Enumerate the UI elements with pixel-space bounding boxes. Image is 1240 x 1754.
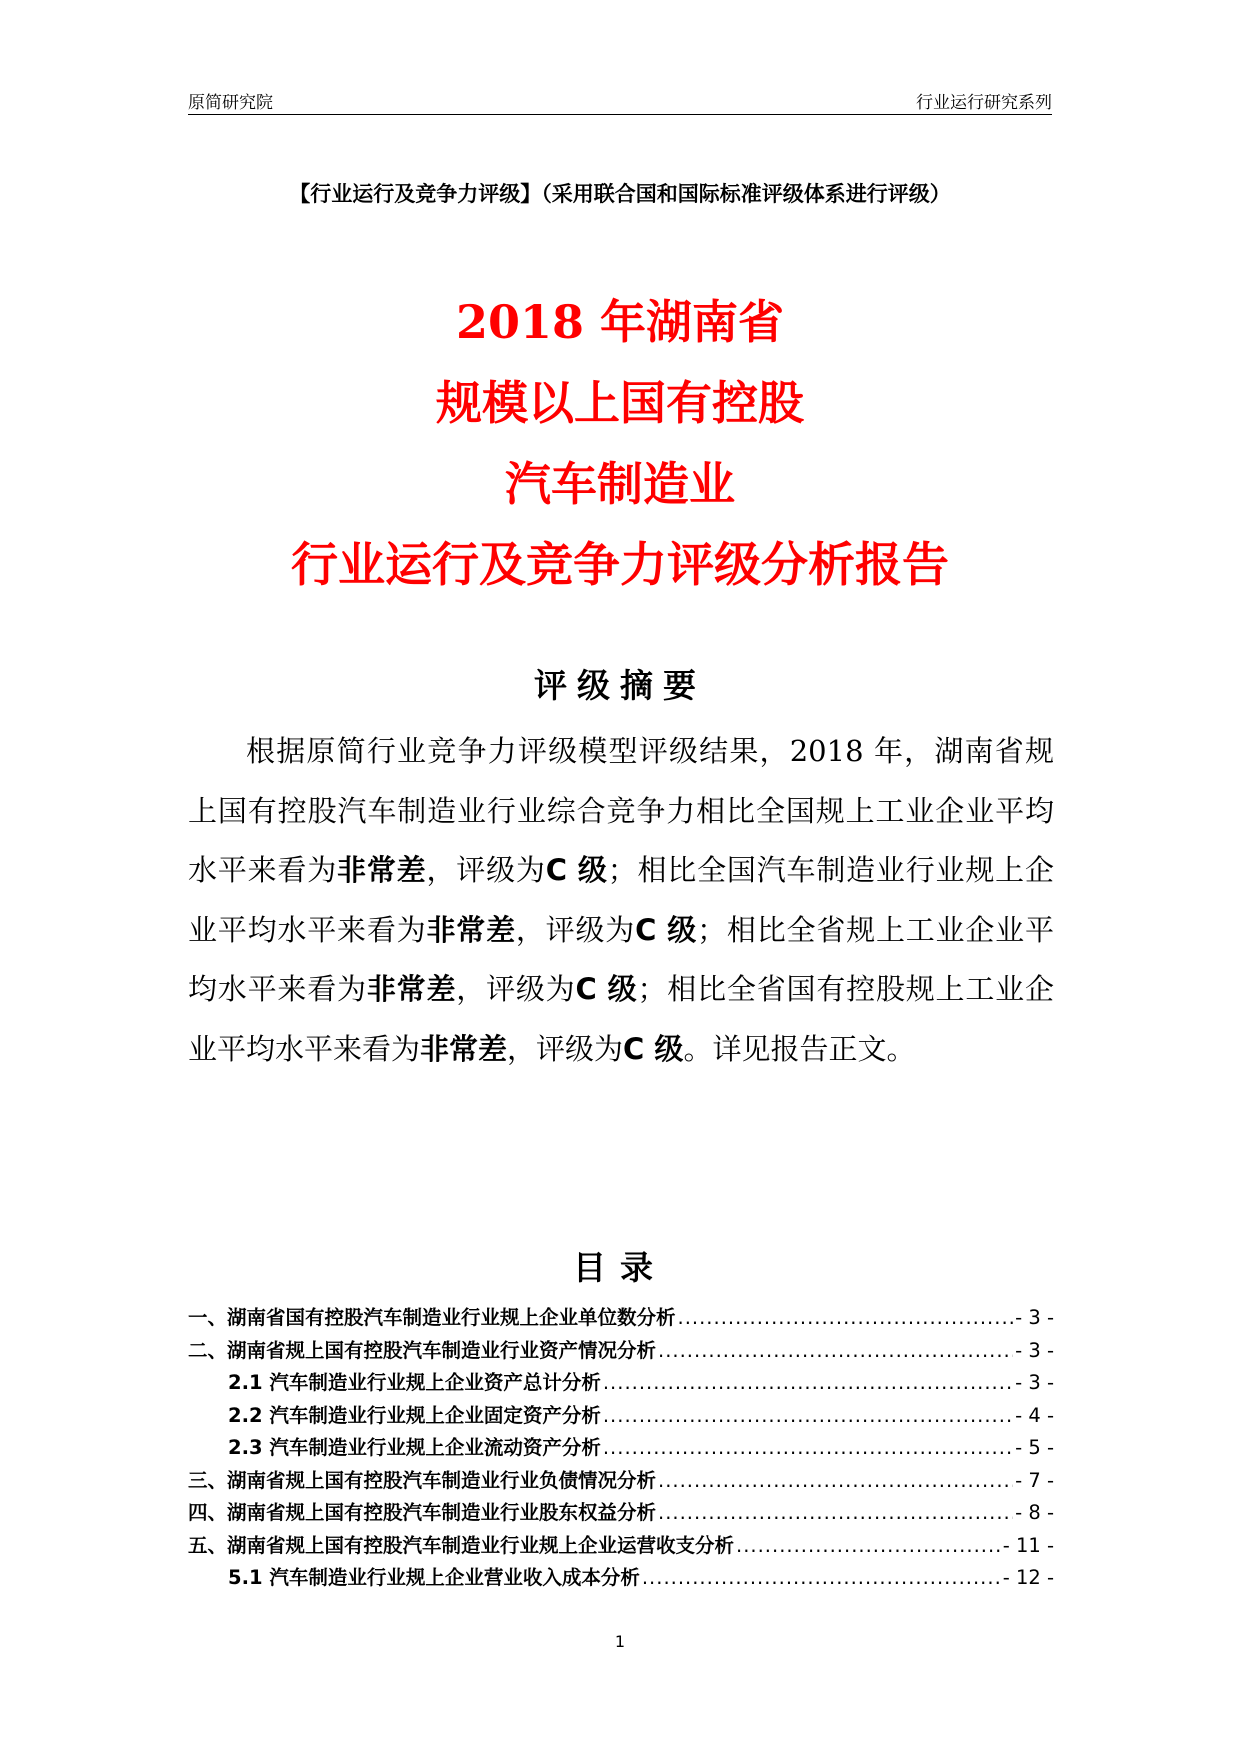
summary-text: ，评级为 [515,912,636,947]
toc-entry-title: 一、湖南省国有控股汽车制造业行业规上企业单位数分析 [188,1306,676,1329]
toc-leader-dots [603,1400,1013,1433]
summary-text: ，评级为 [507,1031,624,1066]
title-line-4: 行业运行及竞争力评级分析报告 [291,538,949,593]
toc-page-number: - 8 - [1015,1501,1054,1524]
toc-entry-title: 5.1 汽车制造业行业规上企业营业收入成本分析 [228,1566,640,1589]
summary-emphasis: 非常差 [420,1031,508,1066]
toc-entry-title: 五、湖南省规上国有控股汽车制造业行业规上企业运营收支分析 [188,1533,735,1557]
toc-entry-title: 2.1 汽车制造业行业规上企业资产总计分析 [228,1371,601,1394]
summary-emphasis: 非常差 [366,972,457,1006]
toc-page-number: - 3 - [1015,1338,1054,1362]
summary-text: ，评级为 [426,853,546,887]
title-line-1: 2018 年湖南省 [455,295,785,349]
toc-entry-title: 2.2 汽车制造业行业规上企业固定资产分析 [228,1403,601,1427]
toc-leader-dots [658,1335,1013,1368]
header-left-text: 原简研究院 [188,93,273,113]
title-line-2: 规模以上国有控股 [436,376,804,430]
series-line: 【行业运行及竞争力评级】（采用联合国和国际标准评级体系进行评级） [289,182,951,206]
toc-page-number: - 7 - [1015,1468,1054,1492]
toc-leader-dots [603,1432,1013,1465]
toc-page-number: - 11 - [1002,1533,1054,1557]
toc-entry-2-1[interactable] [188,1367,1054,1400]
summary-text: ；相比全省规上工业企业平均水平来看为 [188,912,1054,1006]
summary-heading: 评级摘要 [534,666,706,705]
toc-page-number: - 3 - [1015,1306,1054,1329]
summary-emphasis: C 级 [545,853,608,887]
toc-entry-title: 三、湖南省规上国有控股汽车制造业行业负债情况分析 [188,1468,657,1492]
summary-emphasis: C 级 [623,1031,684,1066]
summary-emphasis: C 级 [635,912,698,947]
summary-emphasis: 非常差 [337,853,427,887]
toc-leader-dots [603,1367,1013,1400]
table-of-contents [188,1302,1054,1595]
toc-entry-2-3[interactable] [188,1432,1054,1465]
summary-emphasis: 非常差 [426,912,516,947]
toc-leader-dots [658,1497,1013,1530]
toc-leader-dots [642,1562,1001,1595]
toc-entry-2-2[interactable] [188,1400,1054,1433]
summary-text: 。详见报告正文。 [683,1031,916,1066]
report-title [188,282,1052,606]
summary-text: ；相比全国汽车制造业行业规上企业平均水平来看为 [188,853,1054,947]
toc-leader-dots [678,1302,1014,1335]
toc-entry-4[interactable] [188,1497,1054,1530]
toc-entry-title: 二、湖南省规上国有控股汽车制造业行业资产情况分析 [188,1338,657,1362]
toc-page-number: - 3 - [1015,1371,1054,1394]
header-right-text: 行业运行研究系列 [916,93,1052,113]
toc-page-number: - 12 - [1002,1566,1054,1589]
summary-text: ；相比全省国有控股规上工业企业平均水平来看为 [188,972,1054,1066]
toc-entry-5[interactable] [188,1530,1054,1563]
toc-leader-dots [658,1465,1013,1498]
toc-entry-5-1[interactable] [188,1562,1054,1595]
toc-page-number: - 5 - [1015,1436,1054,1459]
toc-entry-3[interactable] [188,1465,1054,1498]
title-line-3: 汽车制造业 [505,457,735,511]
toc-entry-1[interactable] [188,1302,1054,1335]
running-header [188,88,1052,115]
toc-entry-title: 2.3 汽车制造业行业规上企业流动资产分析 [228,1436,601,1459]
summary-text: ，评级为 [456,972,576,1006]
summary-emphasis: C 级 [575,972,638,1006]
summary-paragraph [188,722,1054,1079]
toc-heading: 目录 [573,1248,667,1287]
summary-text: 根据原简行业竞争力评级模型评级结果，2018 年，湖南省规上国有控股汽车制造业行业综合竞争力相比全国规上工业企业平均水平来看为 [188,734,1054,887]
page-number: 1 [614,1632,626,1651]
toc-entry-title: 四、湖南省规上国有控股汽车制造业行业股东权益分析 [188,1501,657,1524]
toc-page-number: - 4 - [1015,1403,1054,1427]
toc-entry-2[interactable] [188,1335,1054,1368]
toc-leader-dots [736,1530,1001,1563]
